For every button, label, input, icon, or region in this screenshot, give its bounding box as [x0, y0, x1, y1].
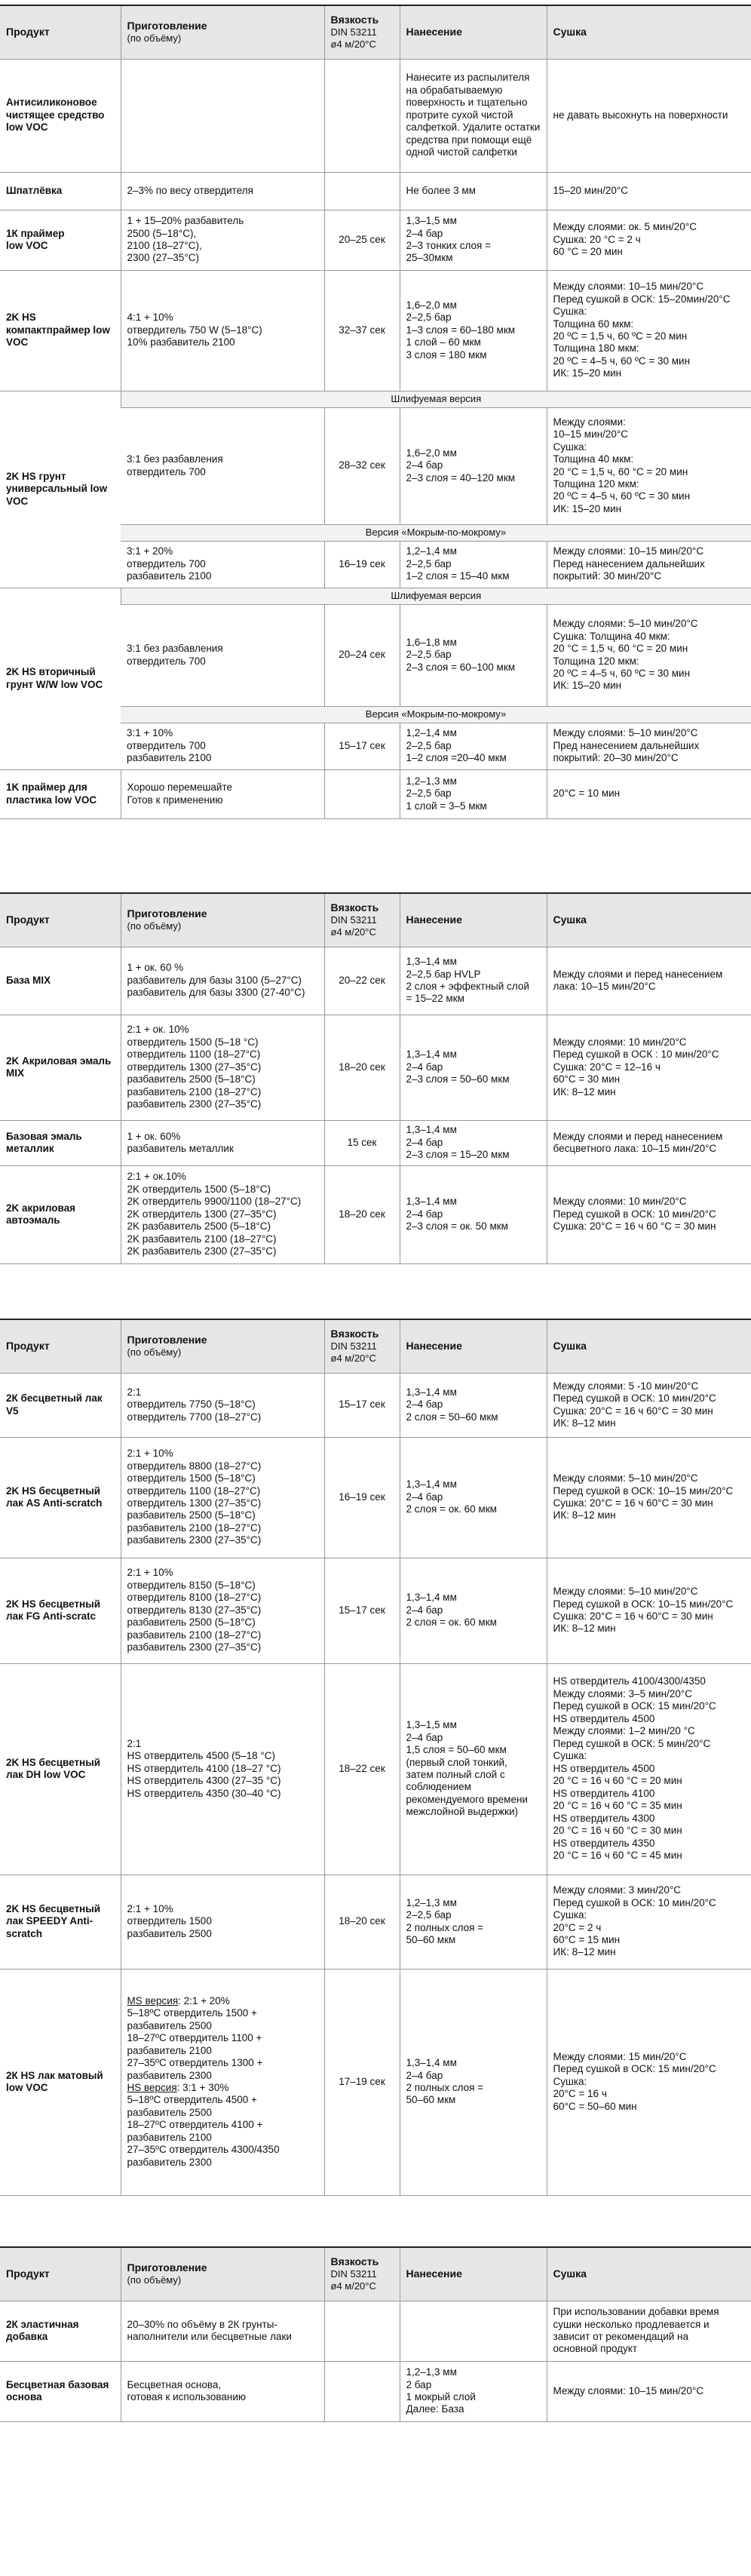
drying-cell: Между слоями: ок. 5 мин/20°C Сушка: 20 °C = 2 ч 60 °C = 20 мин — [547, 210, 751, 270]
product-name: 2K HS бесцветный лак FG Anti-scratc — [0, 1558, 121, 1663]
header-viscosity-sub2: ø4 м/20°C — [330, 38, 376, 51]
application-cell — [400, 2301, 547, 2361]
table-row — [0, 1663, 751, 1874]
product-name: База MIX — [0, 947, 121, 1015]
drying-cell: 15–20 мин/20°C — [547, 172, 751, 210]
preparation-cell: 3:1 + 20% отвердитель 700 разбавитель 2100 — [121, 541, 324, 588]
product-name: 2K HS компактпраймер low VOC — [0, 270, 121, 391]
table-primers — [0, 5, 751, 819]
viscosity-cell: 18–20 сек — [324, 1874, 400, 1969]
header-application — [400, 2248, 547, 2301]
drying-cell: При использовании добавки время сушки несколько продлевается и зависит от рекомендаций на основной продукт — [547, 2301, 751, 2361]
viscosity-cell — [324, 59, 400, 172]
header-application — [400, 6, 547, 59]
header-preparation-sub: (по объёму) — [127, 2274, 182, 2286]
drying-cell: Между слоями: 5–10 мин/20°C Сушка: Толщина 40 мкм: 20 °C = 1,5 ч, 60 °C = 20 мин Толщина 120 мкм: 20 ºC = 4–5 ч, 60 ºC = 30 мин ИК: 15–20 мин — [547, 604, 751, 706]
header-viscosity — [324, 2248, 400, 2301]
preparation-cell: 2:1 + 10% отвердитель 8800 (18–27°C) отвердитель 1500 (5–18°C) отвердитель 1100 (18–27°C) отвердитель 1300 (27–35°C) разбавитель 2500 (5–18°C) разбавитель 2100 (18–27°C) разбавитель 2300 (27–35°C) — [121, 1437, 324, 1558]
header-product — [0, 6, 121, 59]
viscosity-cell: 20–22 сек — [324, 947, 400, 1015]
version-label: Версия «Мокрым-по-мокрому» — [121, 524, 751, 541]
header-drying-label: Сушка — [553, 26, 587, 38]
table-row — [0, 1015, 751, 1120]
preparation-cell: 2:1 + ок.10% 2K отвердитель 1500 (5–18°C) 2K отвердитель 9900/1100 (18–27°C) 2K отвердитель 1300 (27–35°C) 2K разбавитель 2500 (5–18°C) 2K разбавитель 2100 (18–27°C) 2K разбавитель 2300 (27–35°C) — [121, 1165, 324, 1263]
application-cell: Не более 3 мм — [400, 172, 547, 210]
application-cell: 1,3–1,5 мм 2–4 бар 1,5 слоя = 50–60 мкм (первый слой тонкий, затем полный слой с соблюдением рекомендуемого времени межслойной выдержки) — [400, 1663, 547, 1874]
viscosity-cell: 28–32 сек — [324, 407, 400, 524]
header-product-label: Продукт — [6, 913, 50, 926]
application-cell: Нанесите из распылителя на обрабатываемую поверхность и тщательно протрите сухой чистой салфеткой. Удалите остатки средства при помощи ещё одной чистой салфетки — [400, 59, 547, 172]
product-name: Шпатлёвка — [0, 172, 121, 210]
application-cell: 1,3–1,4 мм 2–4 бар 2–3 слоя = 15–20 мкм — [400, 1120, 547, 1165]
preparation-cell: 3:1 + 10% отвердитель 700 разбавитель 2100 — [121, 723, 324, 769]
table-row — [0, 1874, 751, 1969]
header-drying-label: Сушка — [553, 1340, 587, 1352]
header-preparation — [121, 2248, 324, 2301]
table-row — [0, 1120, 751, 1165]
drying-cell: HS отвердитель 4100/4300/4350 Между слоями: 3–5 мин/20°C Перед сушкой в ОСК: 15 мин/20°C HS отвердитель 4500 Между слоями: 1–2 мин/20 °C Перед сушкой в ОСК: 5 мин/20°C Сушка: HS отвердитель 4500 20 °C = 16 ч 60 °C = 20 мин HS отвердитель 4100 20 °C = 16 ч 60 °C = 35 мин HS отвердитель 4300 20 °C = 16 ч 60 °C = 30 мин HS отвердитель 4350 20 °C = 16 ч 60 °C = 45 мин — [547, 1663, 751, 1874]
header-drying — [547, 2248, 751, 2301]
ms-version-label: MS версия — [127, 1994, 179, 2006]
product-name: 2K HS бесцветный лак AS Anti-scratch — [0, 1437, 121, 1558]
table-row — [0, 270, 751, 391]
application-cell: 1,2–1,4 мм 2–2,5 бар 1–2 слоя = 15–40 мкм — [400, 541, 547, 588]
drying-cell: Между слоями: 5–10 мин/20°C Пред нанесением дальнейших покрытий: 20–30 мин/20°C — [547, 723, 751, 769]
application-cell: 1,3–1,4 мм 2–4 бар 2 полных слоя = 50–60 мкм — [400, 1969, 547, 2195]
product-name: 1K праймер для пластика low VOC — [0, 769, 121, 818]
table-header-row — [0, 1320, 751, 1373]
application-cell: 1,3–1,4 мм 2–4 бар 2 слоя = 50–60 мкм — [400, 1373, 547, 1437]
header-application-label: Нанесение — [406, 26, 462, 38]
header-preparation-sub: (по объёму) — [127, 1346, 182, 1359]
product-name: 2K HS бесцветный лак DH low VOC — [0, 1663, 121, 1874]
table-row — [0, 172, 751, 210]
drying-cell: Между слоями и перед нанесением лака: 10–15 мин/20°C — [547, 947, 751, 1015]
drying-cell: не давать высохнуть на поверхности — [547, 59, 751, 172]
viscosity-cell: 16–19 сек — [324, 1437, 400, 1558]
header-preparation — [121, 6, 324, 59]
application-cell: 1,3–1,4 мм 2–4 бар 2 слоя = ок. 60 мкм — [400, 1558, 547, 1663]
preparation-cell — [121, 1969, 324, 2195]
header-preparation — [121, 1320, 324, 1373]
preparation-cell: 2:1 HS отвердитель 4500 (5–18 °C) HS отвердитель 4100 (18–27 °C) HS отвердитель 4300 (27–35 °C) HS отвердитель 4350 (30–40 °C) — [121, 1663, 324, 1874]
preparation-cell: 4:1 + 10% отвердитель 750 W (5–18°C) 10% разбавитель 2100 — [121, 270, 324, 391]
header-viscosity-label: Вязкость — [330, 1328, 379, 1340]
ms-version-text: : 2:1 + 20% 5–18ºС отвердитель 1500 + разбавитель 2500 18–27ºС отвердитель 1100 + разбавитель 2100 27–35ºС отвердитель 1300 + разбавитель 2300 — [127, 1994, 263, 2081]
drying-cell: Между слоями: 3 мин/20°C Перед сушкой в ОСК: 10 мин/20°C Сушка: 20°C = 2 ч 60°C = 15 мин ИК: 8–12 мин — [547, 1874, 751, 1969]
table-row-subheader — [0, 391, 751, 407]
viscosity-cell — [324, 2361, 400, 2421]
preparation-cell: 1 + ок. 60 % разбавитель для базы 3100 (5–27°C) разбавитель для базы 3300 (27-40°C) — [121, 947, 324, 1015]
preparation-cell: 3:1 без разбавления отвердитель 700 — [121, 407, 324, 524]
header-viscosity-sub1: DIN 53211 — [330, 914, 377, 926]
preparation-cell: 2:1 + ок. 10% отвердитель 1500 (5–18 °C) отвердитель 1100 (18–27°C) отвердитель 1300 (27–35°C) разбавитель 2500 (5–18°C) разбавитель 2100 (18–27°C) разбавитель 2300 (27–35°C) — [121, 1015, 324, 1120]
header-viscosity — [324, 1320, 400, 1373]
header-product — [0, 2248, 121, 2301]
application-cell: 1,2–1,4 мм 2–2,5 бар 1–2 слоя =20–40 мкм — [400, 723, 547, 769]
header-product-label: Продукт — [6, 26, 50, 38]
table-row — [0, 769, 751, 818]
viscosity-cell — [324, 172, 400, 210]
product-name: 2K акриловая автоэмаль — [0, 1165, 121, 1263]
drying-cell: Между слоями: 10–15 мин/20°C Сушка: Толщина 40 мкм: 20 °C = 1,5 ч, 60 °C = 20 мин Толщина 120 мкм: 20 ºC = 4–5 ч, 60 ºC = 30 мин ИК: 15–20 мин — [547, 407, 751, 524]
application-cell: 1,3–1,4 мм 2–2,5 бар HVLP 2 слоя + эффектный слой = 15–22 мкм — [400, 947, 547, 1015]
drying-cell: 20°C = 10 мин — [547, 769, 751, 818]
preparation-cell — [121, 59, 324, 172]
product-name: 2K HS грунт универсальный low VOC — [0, 391, 121, 588]
drying-cell: Между слоями: 10 мин/20°C Перед сушкой в ОСК : 10 мин/20°C Сушка: 20°C = 12–16 ч 60°C = 30 мин ИК: 8–12 мин — [547, 1015, 751, 1120]
header-viscosity — [324, 6, 400, 59]
application-cell: 1,3–1,4 мм 2–4 бар 2–3 слоя = ок. 50 мкм — [400, 1165, 547, 1263]
table-header-row — [0, 894, 751, 947]
table-clearcoats — [0, 1319, 751, 2196]
drying-cell: Между слоями: 10–15 мин/20°C — [547, 2361, 751, 2421]
table-basecoats — [0, 892, 751, 1264]
drying-cell: Между слоями: 10–15 мин/20°C Перед сушкой в ОСК: 15–20мин/20°C Сушка: Толщина 60 мкм: 20 ºC = 1,5 ч, 60 ºC = 20 мин Толщина 180 мкм: 20 ºC = 4–5 ч, 60 ºC = 30 мин ИК: 15–20 мин — [547, 270, 751, 391]
application-cell: 1,3–1,4 мм 2–4 бар 2–3 слоя = 50–60 мкм — [400, 1015, 547, 1120]
header-drying-label: Сушка — [553, 2267, 587, 2280]
header-preparation — [121, 894, 324, 947]
table-row — [0, 210, 751, 270]
header-drying — [547, 6, 751, 59]
header-application-label: Нанесение — [406, 2267, 462, 2280]
product-name: Антисиликоновое чистящее средство low VOC — [0, 59, 121, 172]
application-cell: 1,2–1,3 мм 2–2,5 бар 1 слой = 3–5 мкм — [400, 769, 547, 818]
preparation-cell: 2:1 + 10% отвердитель 1500 разбавитель 2500 — [121, 1874, 324, 1969]
table-row — [0, 59, 751, 172]
header-application — [400, 894, 547, 947]
preparation-cell: 1 + 15–20% разбавитель 2500 (5–18°C), 2100 (18–27°C), 2300 (27–35°C) — [121, 210, 324, 270]
viscosity-cell: 15–17 сек — [324, 1373, 400, 1437]
table-row-subheader — [0, 588, 751, 604]
header-viscosity-label: Вязкость — [330, 14, 379, 26]
viscosity-cell: 32–37 сек — [324, 270, 400, 391]
product-name: 2K HS вторичный грунт W/W low VOC — [0, 588, 121, 769]
hs-version-label: HS версия — [127, 2082, 177, 2093]
table-row — [0, 1165, 751, 1263]
viscosity-cell — [324, 769, 400, 818]
header-viscosity — [324, 894, 400, 947]
header-drying-label: Сушка — [553, 913, 587, 926]
viscosity-cell: 20–24 сек — [324, 604, 400, 706]
header-product-label: Продукт — [6, 2267, 50, 2280]
header-viscosity-sub2: ø4 м/20°C — [330, 1352, 376, 1365]
viscosity-cell: 17–19 сек — [324, 1969, 400, 2195]
header-drying — [547, 894, 751, 947]
viscosity-cell: 18–20 сек — [324, 1165, 400, 1263]
preparation-cell: 3:1 без разбавления отвердитель 700 — [121, 604, 324, 706]
header-product-label: Продукт — [6, 1340, 50, 1352]
viscosity-cell: 15–17 сек — [324, 1558, 400, 1663]
table-header-row — [0, 2248, 751, 2301]
header-preparation-sub: (по объёму) — [127, 32, 182, 45]
header-preparation-sub: (по объёму) — [127, 920, 182, 932]
viscosity-cell: 18–20 сек — [324, 1015, 400, 1120]
table-row — [0, 2361, 751, 2421]
application-cell: 1,3–1,5 мм 2–4 бар 2–3 тонких слоя = 25–30мкм — [400, 210, 547, 270]
table-row — [0, 2301, 751, 2361]
application-cell: 1,6–1,8 мм 2–2,5 бар 2–3 слоя = 60–100 мкм — [400, 604, 547, 706]
header-viscosity-sub2: ø4 м/20°C — [330, 926, 376, 938]
preparation-cell: 2–3% по весу отвердителя — [121, 172, 324, 210]
version-label: Шлифуемая версия — [121, 391, 751, 407]
header-preparation-label: Приготовление — [127, 907, 207, 920]
application-cell: 1,6–2,0 мм 2–2,5 бар 1–3 слоя = 60–180 мкм 1 слой – 60 мкм 3 слоя = 180 мкм — [400, 270, 547, 391]
hs-version-text: : 3:1 + 30% 5–18ºС отвердитель 4500 + разбавитель 2500 18–27ºС отвердитель 4100 + разбавитель 2100 27–35ºС отвердитель 4300/4350 разбавитель 2300 — [127, 2082, 280, 2168]
header-preparation-label: Приготовление — [127, 1334, 207, 1346]
header-preparation-label: Приготовление — [127, 2261, 207, 2274]
preparation-cell: 1 + ок. 60% разбавитель металлик — [121, 1120, 324, 1165]
header-product — [0, 1320, 121, 1373]
header-application-label: Нанесение — [406, 913, 462, 926]
table-row — [0, 1373, 751, 1437]
application-cell: 1,6–2,0 мм 2–4 бар 2–3 слоя = 40–120 мкм — [400, 407, 547, 524]
table-row — [0, 1969, 751, 2195]
preparation-cell: 20–30% по объёму в 2К грунты- наполнители или бесцветные лаки — [121, 2301, 324, 2361]
product-name: 2K HS бесцветный лак SPEEDY Anti-scratch — [0, 1874, 121, 1969]
drying-cell: Между слоями: 5 -10 мин/20°C Перед сушкой в ОСК: 10 мин/20°C Сушка: 20°C = 16 ч 60°C = 30 мин ИК: 8–12 мин — [547, 1373, 751, 1437]
header-viscosity-sub2: ø4 м/20°C — [330, 2280, 376, 2292]
header-application — [400, 1320, 547, 1373]
product-name: 2К HS лак матовый low VOC — [0, 1969, 121, 2195]
header-drying — [547, 1320, 751, 1373]
header-viscosity-label: Вязкость — [330, 2255, 379, 2268]
product-name: 2К эластичная добавка — [0, 2301, 121, 2361]
viscosity-cell — [324, 2301, 400, 2361]
header-viscosity-sub1: DIN 53211 — [330, 2268, 377, 2280]
drying-cell: Между слоями: 10 мин/20°C Перед сушкой в ОСК: 10 мин/20°C Сушка: 20°C = 16 ч 60 °C = 30 мин — [547, 1165, 751, 1263]
viscosity-cell: 18–22 сек — [324, 1663, 400, 1874]
table-additives — [0, 2246, 751, 2422]
viscosity-cell: 20–25 сек — [324, 210, 400, 270]
drying-cell: Между слоями: 5–10 мин/20°C Перед сушкой в ОСК: 10–15 мин/20°C Сушка: 20°C = 16 ч 60°C = 30 мин ИК: 8–12 мин — [547, 1558, 751, 1663]
table-row — [0, 1437, 751, 1558]
viscosity-cell: 15 сек — [324, 1120, 400, 1165]
header-viscosity-label: Вязкость — [330, 901, 379, 914]
drying-cell: Между слоями и перед нанесением бесцветного лака: 10–15 мин/20°C — [547, 1120, 751, 1165]
drying-cell: Между слоями: 15 мин/20°C Перед сушкой в ОСК: 15 мин/20°C Сушка: 20°C = 16 ч 60°C = 50–60 мин — [547, 1969, 751, 2195]
drying-cell: Между слоями: 10–15 мин/20°C Перед нанесением дальнейших покрытий: 30 мин/20°C — [547, 541, 751, 588]
product-name: 2K Акриловая эмаль MIX — [0, 1015, 121, 1120]
drying-cell: Между слоями: 5–10 мин/20°C Перед сушкой в ОСК: 10–15 мин/20°C Сушка: 20°C = 16 ч 60°C = 30 мин ИК: 8–12 мин — [547, 1437, 751, 1558]
header-preparation-label: Приготовление — [127, 20, 207, 32]
table-row — [0, 1558, 751, 1663]
preparation-cell: Хорошо перемешайте Готов к применению — [121, 769, 324, 818]
application-cell: 1,3–1,4 мм 2–4 бар 2 слоя = ок. 60 мкм — [400, 1437, 547, 1558]
preparation-cell: 2:1 отвердитель 7750 (5–18°C) отвердитель 7700 (18–27°C) — [121, 1373, 324, 1437]
product-name: Базовая эмаль металлик — [0, 1120, 121, 1165]
version-label: Версия «Мокрым-по-мокрому» — [121, 706, 751, 723]
application-cell: 1,2–1,3 мм 2–2,5 бар 2 полных слоя = 50–60 мкм — [400, 1874, 547, 1969]
preparation-cell: Бесцветная основа, готовая к использованию — [121, 2361, 324, 2421]
product-name: 2К бесцветный лак V5 — [0, 1373, 121, 1437]
header-application-label: Нанесение — [406, 1340, 462, 1352]
product-name: Бесцветная базовая основа — [0, 2361, 121, 2421]
header-product — [0, 894, 121, 947]
version-label: Шлифуемая версия — [121, 588, 751, 604]
preparation-cell: 2:1 + 10% отвердитель 8150 (5–18°C) отвердитель 8100 (18–27°C) отвердитель 8130 (27–35°C) разбавитель 2500 (5–18°C) разбавитель 2100 (18–27°C) разбавитель 2300 (27–35°C) — [121, 1558, 324, 1663]
viscosity-cell: 15–17 сек — [324, 723, 400, 769]
viscosity-cell: 16–19 сек — [324, 541, 400, 588]
product-name: 1К праймер low VOC — [0, 210, 121, 270]
header-viscosity-sub1: DIN 53211 — [330, 26, 377, 38]
header-viscosity-sub1: DIN 53211 — [330, 1340, 377, 1352]
application-cell: 1,2–1,3 мм 2 бар 1 мокрый слой Далее: База — [400, 2361, 547, 2421]
table-header-row — [0, 6, 751, 59]
table-row — [0, 947, 751, 1015]
